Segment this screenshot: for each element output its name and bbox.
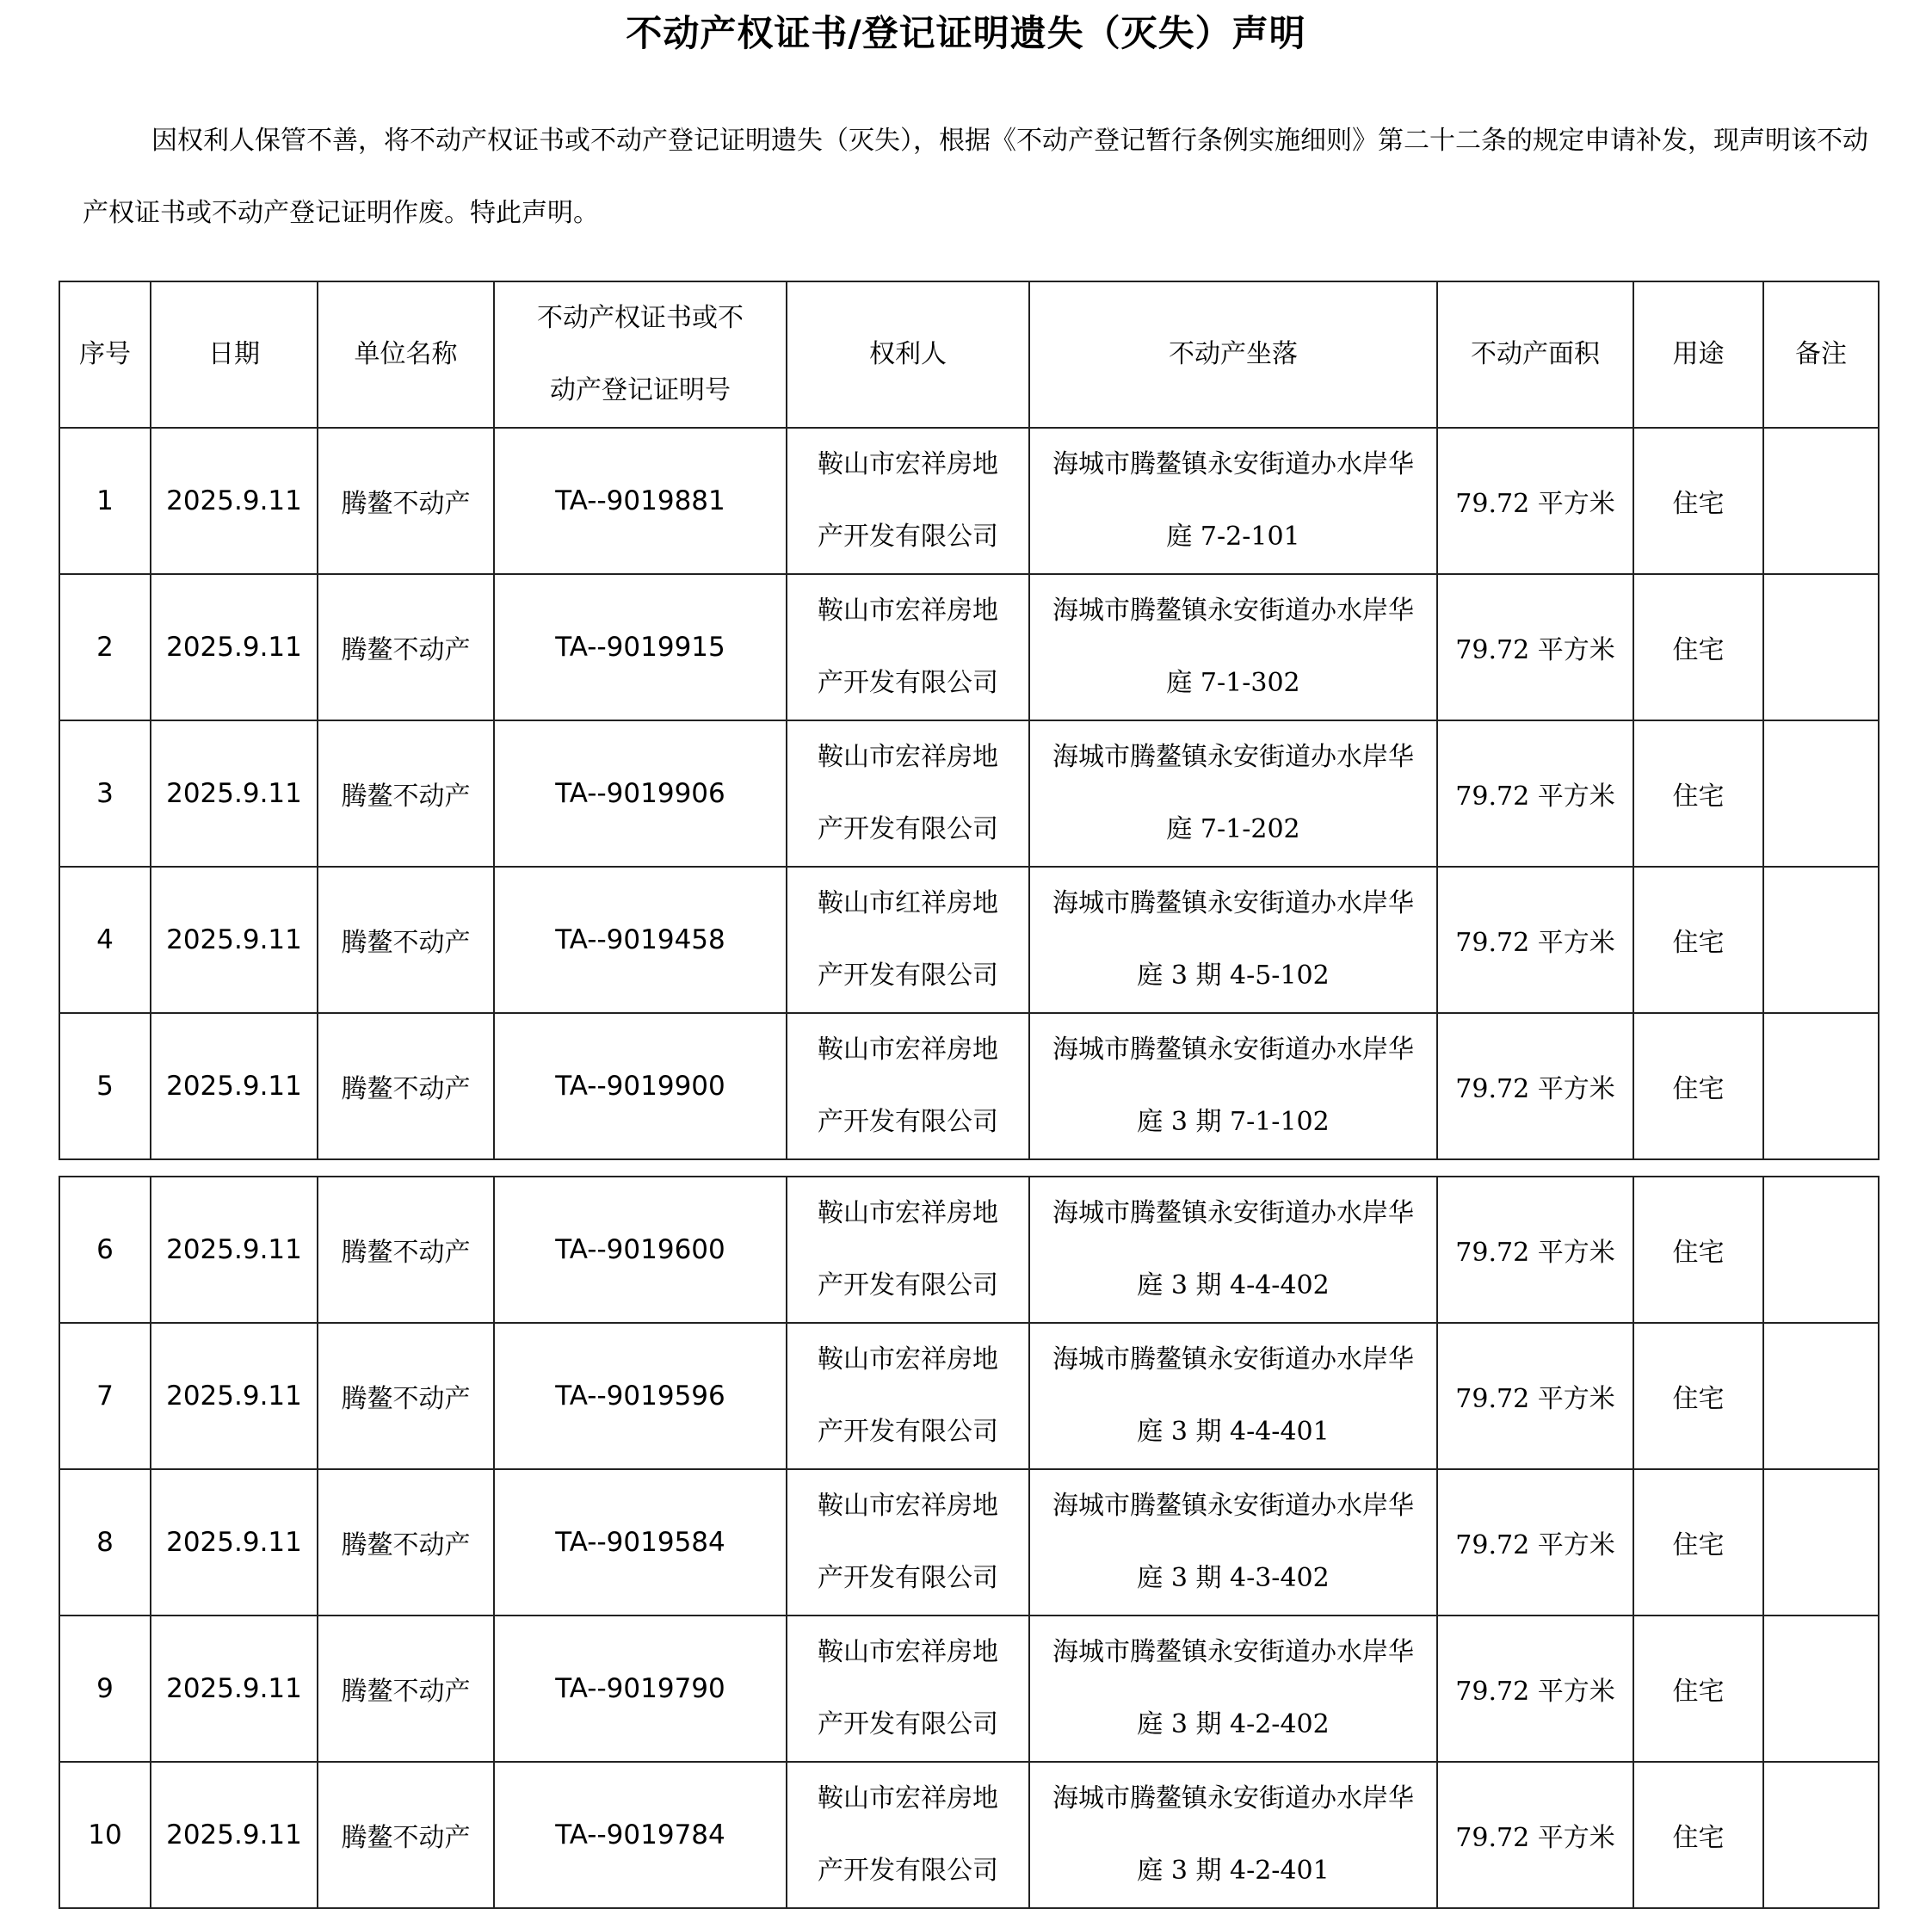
declaration-table-part-1 [59,281,1880,1160]
table-row [59,1762,1879,1908]
property-area-cell: 79.72 平方米 [1437,1323,1633,1469]
property-area-cell: 79.72 平方米 [1437,1013,1633,1159]
rights-holder-cell [787,574,1029,720]
remarks-cell [1763,428,1879,574]
header-cell: 日期 [151,281,318,428]
usage-cell: 住宅 [1633,1323,1763,1469]
rights-holder-cell [787,1177,1029,1323]
unit-name-cell: 腾鳌不动产 [318,1323,494,1469]
property-area-cell: 79.72 平方米 [1437,1177,1633,1323]
certificate-number-cell: TA--9019458 [494,867,787,1013]
property-location-text: 海城市腾鳌镇永安街道办水岸华庭 3 期 4-3-402 [1052,1491,1414,1593]
property-location-text: 海城市腾鳌镇永安街道办水岸华庭 3 期 4-4-401 [1052,1344,1414,1447]
row-number: 3 [59,720,151,867]
usage-cell: 住宅 [1633,720,1763,867]
property-location-text: 海城市腾鳌镇永安街道办水岸华庭 3 期 4-2-402 [1052,1637,1414,1739]
usage-cell: 住宅 [1633,1762,1763,1908]
row-number: 1 [59,428,151,574]
certificate-number-cell: TA--9019600 [494,1177,787,1323]
certificate-number-cell: TA--9019596 [494,1323,787,1469]
unit-name-cell: 腾鳌不动产 [318,1469,494,1616]
date-cell: 2025.9.11 [151,574,318,720]
remarks-cell [1763,1762,1879,1908]
header-cell [494,281,787,428]
table-row [59,428,1879,574]
property-location-text: 海城市腾鳌镇永安街道办水岸华庭 7-1-202 [1052,742,1414,844]
row-number: 6 [59,1177,151,1323]
property-location-text: 海城市腾鳌镇永安街道办水岸华庭 7-2-101 [1052,449,1414,552]
property-location-text: 海城市腾鳌镇永安街道办水岸华庭 3 期 4-5-102 [1052,888,1414,991]
property-location-cell [1029,1177,1437,1323]
rights-holder-text: 鞍山市宏祥房地产开发有限公司 [818,742,998,844]
rights-holder-text: 鞍山市宏祥房地产开发有限公司 [818,596,998,698]
property-location-cell [1029,867,1437,1013]
unit-name-cell: 腾鳌不动产 [318,1762,494,1908]
certificate-number-cell: TA--9019784 [494,1762,787,1908]
row-number: 2 [59,574,151,720]
unit-name-cell: 腾鳌不动产 [318,1177,494,1323]
header-cell: 单位名称 [318,281,494,428]
certificate-number-cell: TA--9019584 [494,1469,787,1616]
table-row [59,1616,1879,1762]
header-cell-text: 不动产权证书或不动产登记证明号 [537,303,744,405]
table-row [59,1323,1879,1469]
rights-holder-text: 鞍山市宏祥房地产开发有限公司 [818,1344,998,1447]
certificate-number-cell: TA--9019790 [494,1616,787,1762]
date-cell: 2025.9.11 [151,1469,318,1616]
table-header-row [59,281,1879,428]
table-row [59,574,1879,720]
rights-holder-text: 鞍山市宏祥房地产开发有限公司 [818,1637,998,1739]
rights-holder-text: 鞍山市红祥房地产开发有限公司 [818,888,998,991]
header-cell: 备注 [1763,281,1879,428]
unit-name-cell: 腾鳌不动产 [318,428,494,574]
property-area-cell: 79.72 平方米 [1437,867,1633,1013]
remarks-cell [1763,574,1879,720]
header-cell: 用途 [1633,281,1763,428]
property-location-cell [1029,1469,1437,1616]
property-location-text: 海城市腾鳌镇永安街道办水岸华庭 3 期 4-4-402 [1052,1198,1414,1300]
unit-name-cell: 腾鳌不动产 [318,1013,494,1159]
property-location-text: 海城市腾鳌镇永安街道办水岸华庭 3 期 4-2-401 [1052,1783,1414,1886]
usage-cell: 住宅 [1633,1469,1763,1616]
usage-cell: 住宅 [1633,428,1763,574]
property-location-cell [1029,720,1437,867]
property-location-text: 海城市腾鳌镇永安街道办水岸华庭 7-1-302 [1052,596,1414,698]
table-row [59,1177,1879,1323]
remarks-cell [1763,1013,1879,1159]
date-cell: 2025.9.11 [151,1177,318,1323]
date-cell: 2025.9.11 [151,1616,318,1762]
rights-holder-text: 鞍山市宏祥房地产开发有限公司 [818,1783,998,1886]
property-location-cell [1029,1616,1437,1762]
usage-cell: 住宅 [1633,1616,1763,1762]
unit-name-cell: 腾鳌不动产 [318,867,494,1013]
property-location-cell [1029,1323,1437,1469]
remarks-cell [1763,1469,1879,1616]
property-location-text: 海城市腾鳌镇永安街道办水岸华庭 3 期 7-1-102 [1052,1035,1414,1137]
unit-name-cell: 腾鳌不动产 [318,1616,494,1762]
row-number: 7 [59,1323,151,1469]
rights-holder-text: 鞍山市宏祥房地产开发有限公司 [818,1035,998,1137]
usage-cell: 住宅 [1633,1177,1763,1323]
table-row [59,867,1879,1013]
declaration-table-part-2 [59,1176,1880,1909]
remarks-cell [1763,1323,1879,1469]
date-cell: 2025.9.11 [151,1323,318,1469]
certificate-number-cell: TA--9019900 [494,1013,787,1159]
declaration-paragraph: 因权利人保管不善，将不动产权证书或不动产登记证明遗失（灭失），根据《不动产登记暂行条例实施细则》第二十二条的规定申请补发，现声明该不动产权证书或不动产登记证明作废。特此声明。 [83,126,1868,228]
rights-holder-cell [787,1013,1029,1159]
rights-holder-text: 鞍山市宏祥房地产开发有限公司 [818,1198,998,1300]
rights-holder-cell [787,1469,1029,1616]
property-location-cell [1029,574,1437,720]
property-location-cell [1029,1013,1437,1159]
remarks-cell [1763,1177,1879,1323]
table-row [59,720,1879,867]
row-number: 10 [59,1762,151,1908]
row-number: 8 [59,1469,151,1616]
usage-cell: 住宅 [1633,1013,1763,1159]
property-location-cell [1029,1762,1437,1908]
rights-holder-cell [787,1616,1029,1762]
date-cell: 2025.9.11 [151,1762,318,1908]
table-row [59,1013,1879,1159]
rights-holder-cell [787,867,1029,1013]
rights-holder-cell [787,720,1029,867]
property-area-cell: 79.72 平方米 [1437,1616,1633,1762]
rights-holder-text: 鞍山市宏祥房地产开发有限公司 [818,449,998,552]
rights-holder-cell [787,428,1029,574]
property-area-cell: 79.72 平方米 [1437,1469,1633,1616]
date-cell: 2025.9.11 [151,720,318,867]
property-area-cell: 79.72 平方米 [1437,720,1633,867]
row-number: 4 [59,867,151,1013]
rights-holder-text: 鞍山市宏祥房地产开发有限公司 [818,1491,998,1593]
property-location-cell [1029,428,1437,574]
date-cell: 2025.9.11 [151,867,318,1013]
certificate-number-cell: TA--9019915 [494,574,787,720]
usage-cell: 住宅 [1633,574,1763,720]
property-area-cell: 79.72 平方米 [1437,1762,1633,1908]
unit-name-cell: 腾鳌不动产 [318,720,494,867]
header-cell: 不动产面积 [1437,281,1633,428]
table-row [59,1469,1879,1616]
remarks-cell [1763,720,1879,867]
certificate-number-cell: TA--9019881 [494,428,787,574]
rights-holder-cell [787,1323,1029,1469]
header-cell: 权利人 [787,281,1029,428]
document-title: 不动产权证书/登记证明遗失（灭失）声明 [626,12,1306,54]
property-area-cell: 79.72 平方米 [1437,428,1633,574]
row-number: 5 [59,1013,151,1159]
remarks-cell [1763,867,1879,1013]
row-number: 9 [59,1616,151,1762]
header-cell: 不动产坐落 [1029,281,1437,428]
date-cell: 2025.9.11 [151,1013,318,1159]
unit-name-cell: 腾鳌不动产 [318,574,494,720]
property-area-cell: 79.72 平方米 [1437,574,1633,720]
certificate-number-cell: TA--9019906 [494,720,787,867]
usage-cell: 住宅 [1633,867,1763,1013]
date-cell: 2025.9.11 [151,428,318,574]
rights-holder-cell [787,1762,1029,1908]
header-cell: 序号 [59,281,151,428]
remarks-cell [1763,1616,1879,1762]
